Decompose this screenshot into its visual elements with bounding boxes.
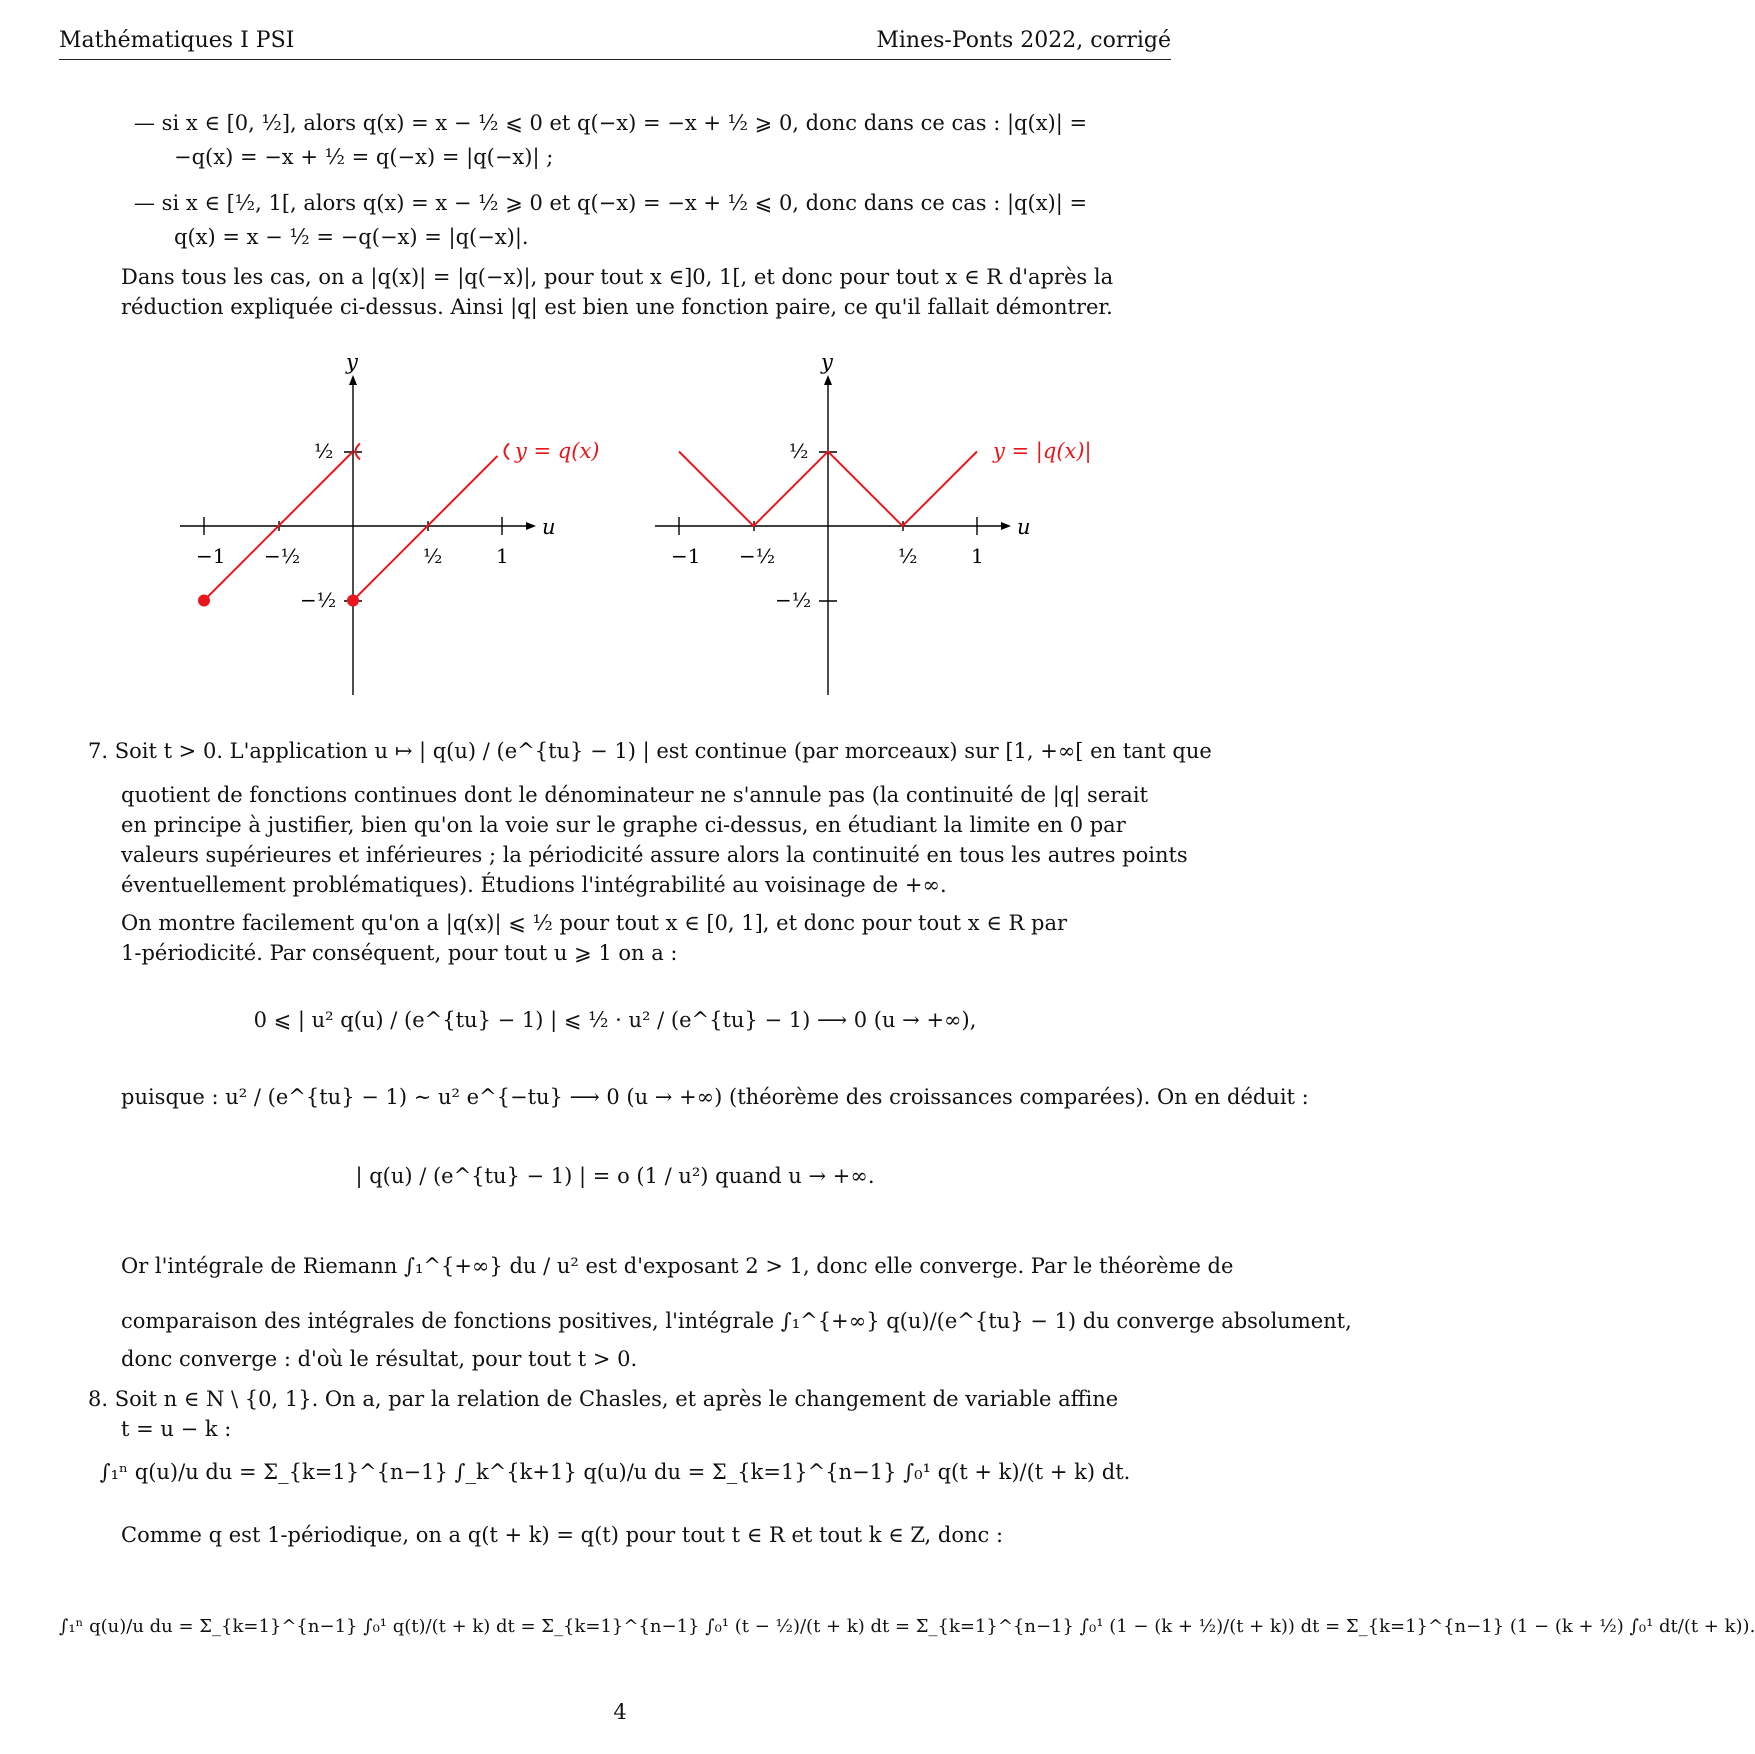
q8-line-a: 8. Soit n ∈ N \ {0, 1}. On a, par la relation de Chasles, et après le changement de variable affine — [88, 1387, 1119, 1411]
tick-label-x-minus-1: −1 — [196, 544, 226, 568]
tick-label-y-half: ½ — [789, 439, 809, 463]
q7-line-a: 7. Soit t > 0. L'application u ↦ | q(u) / (e^{tu} − 1) | est continue (par morceaux) sur [1, +∞[ en tant que — [88, 739, 1212, 763]
conclusion-line-b: réduction expliquée ci-dessus. Ainsi |q| est bien une fonction paire, ce qu'il fallait démontrer. — [121, 295, 1113, 319]
case-1-line-a: — si x ∈ [0, ½], alors q(x) = x − ½ ⩽ 0 et q(−x) = −x + ½ ⩾ 0, donc dans ce cas : |q(x)| = — [134, 111, 1088, 135]
tick-label-x-half: ½ — [898, 544, 918, 568]
donc-line: donc converge : d'où le résultat, pour tout t > 0. — [121, 1347, 638, 1371]
riemann-line: Or l'intégrale de Riemann ∫₁^{+∞} du / u² est d'exposant 2 > 1, donc elle converge. Par le théorème de — [121, 1254, 1234, 1278]
tick-label-x-minus-1: −1 — [671, 544, 701, 568]
equation-little-o: | q(u) / (e^{tu} − 1) | = o (1 / u²) quand u → +∞. — [355, 1164, 875, 1188]
y-axis-label: y — [346, 350, 358, 374]
tick-label-y-minus-half: −½ — [775, 588, 812, 612]
closed-point-0 — [347, 595, 359, 607]
tick-label-x-1: 1 — [971, 544, 984, 568]
comme-line: Comme q est 1-périodique, on a q(t + k) = q(t) pour tout t ∈ R et tout k ∈ Z, donc : — [121, 1523, 1004, 1547]
tick-label-x-minus-half: −½ — [739, 544, 776, 568]
case-1-line-b: −q(x) = −x + ½ = q(−x) = |q(−x)| ; — [174, 145, 554, 169]
closed-point-minus-1 — [198, 595, 210, 607]
x-axis-arrow — [1001, 522, 1011, 530]
q7-line-b: quotient de fonctions continues dont le dénominateur ne s'annule pas (la continuité de |q| serait — [121, 783, 1148, 807]
equation-bound: 0 ⩽ | u² q(u) / (e^{tu} − 1) | ⩽ ½ · u² / (e^{tu} − 1) ⟶ 0 (u → +∞), — [253, 1008, 977, 1032]
equation-final-sum: ∫₁ⁿ q(u)/u du = Σ_{k=1}^{n−1} ∫₀¹ q(t)/(t + k) dt = Σ_{k=1}^{n−1} ∫₀¹ (t − ½)/(t + k) dt = Σ_{k=1}^{n−1} ∫₀¹ (1 − (k + ½)/(t + k)) dt = Σ_{k=1}^{n−1} (1 − (k + ½) ∫₀¹ dt/(t + k)). — [59, 1616, 1755, 1637]
conclusion-line-a: Dans tous les cas, on a |q(x)| = |q(−x)|, pour tout x ∈]0, 1[, et donc pour tout x ∈ R d'après la — [121, 265, 1114, 289]
tick-label-y-minus-half: −½ — [300, 588, 337, 612]
tick-label-x-half: ½ — [423, 544, 443, 568]
curve-label-abs-q: y = |q(x)| — [993, 439, 1092, 463]
x-axis-label: u — [1017, 515, 1031, 539]
y-axis-label: y — [821, 350, 833, 374]
q7-line-c: en principe à justifier, bien qu'on la voie sur le graphe ci-dessus, en étudiant la limite en 0 par — [121, 813, 1126, 837]
equation-chasles: ∫₁ⁿ q(u)/u du = Σ_{k=1}^{n−1} ∫_k^{k+1} q(u)/u du = Σ_{k=1}^{n−1} ∫₀¹ q(t + k)/(t + k) dt. — [99, 1460, 1131, 1484]
case-2-line-b: q(x) = x − ½ = −q(−x) = |q(−x)|. — [174, 225, 529, 249]
running-header-left: Mathématiques I PSI — [59, 28, 295, 53]
q7-line-e: éventuellement problématiques). Étudions l'intégrabilité au voisinage de +∞. — [121, 873, 947, 897]
graph-q — [180, 345, 640, 695]
running-header-right: Mines-Ponts 2022, corrigé — [876, 28, 1171, 53]
tick-label-y-half: ½ — [314, 439, 334, 463]
graph-abs-q — [655, 345, 1115, 695]
header-rule — [59, 59, 1171, 60]
q7-line-d: valeurs supérieures et inférieures ; la périodicité assure alors la continuité en tous les autres points — [121, 843, 1188, 867]
open-end-1 — [505, 444, 510, 460]
tick-label-x-1: 1 — [496, 544, 509, 568]
x-axis-arrow — [526, 522, 536, 530]
q8-line-b: t = u − k : — [121, 1417, 232, 1441]
q-segment-2 — [353, 456, 498, 601]
puisque-line: puisque : u² / (e^{tu} − 1) ∼ u² e^{−tu} ⟶ 0 (u → +∞) (théorème des croissances comparées). On en déduit : — [121, 1085, 1309, 1109]
y-axis-arrow — [349, 375, 357, 385]
curve-label-q: y = q(x) — [515, 439, 600, 463]
case-2-line-a: — si x ∈ [½, 1[, alors q(x) = x − ½ ⩾ 0 et q(−x) = −x + ½ ⩽ 0, donc dans ce cas : |q(x)| = — [134, 191, 1088, 215]
page-number: 4 — [613, 1700, 627, 1724]
x-axis-label: u — [542, 515, 556, 539]
y-axis-arrow — [824, 375, 832, 385]
q7-line-g: 1-périodicité. Par conséquent, pour tout u ⩾ 1 on a : — [121, 941, 678, 965]
q7-line-f: On montre facilement qu'on a |q(x)| ⩽ ½ pour tout x ∈ [0, 1], et donc pour tout x ∈ R par — [121, 911, 1068, 935]
tick-label-x-minus-half: −½ — [264, 544, 301, 568]
comparaison-line: comparaison des intégrales de fonctions positives, l'intégrale ∫₁^{+∞} q(u)/(e^{tu} − 1) du converge absolument, — [121, 1309, 1352, 1333]
